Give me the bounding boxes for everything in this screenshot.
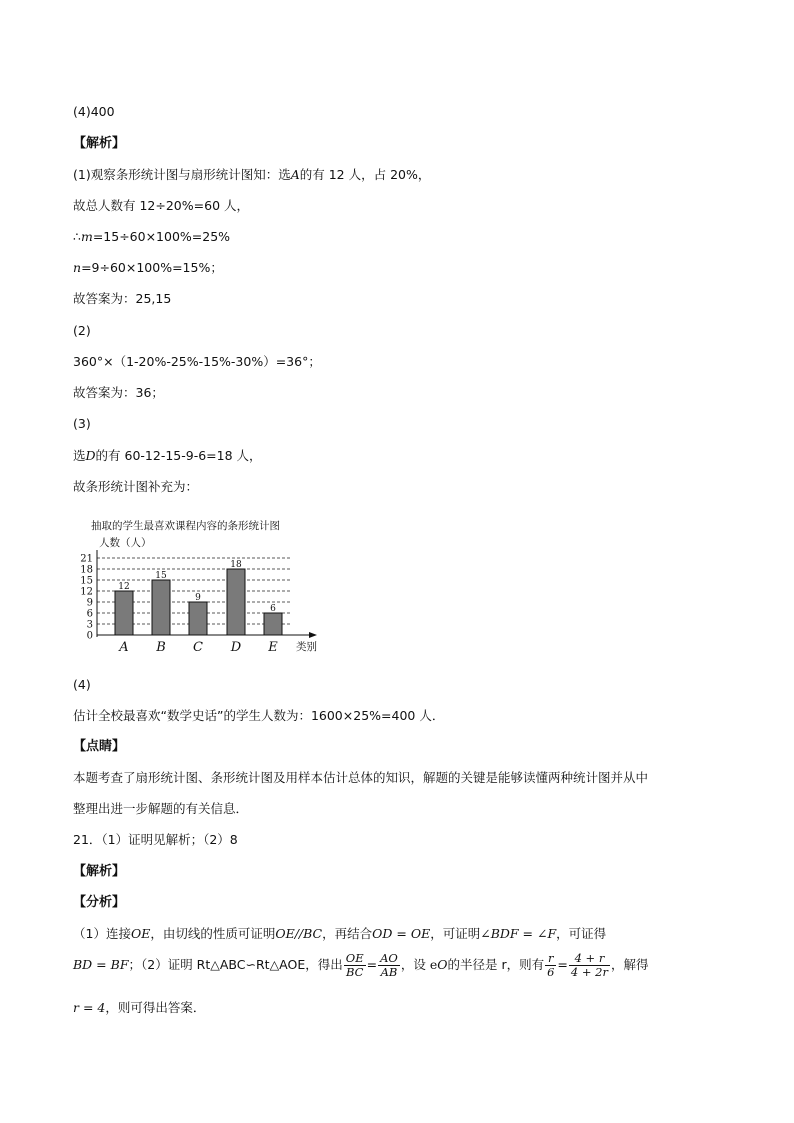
text-line: ∴m=15÷60×100%=25% (73, 229, 231, 244)
y-tick-label: 9 (86, 597, 93, 609)
text-line: 整理出进一步解题的有关信息． (73, 801, 249, 816)
text-line: r = 4，则可得出答案． (73, 1000, 206, 1015)
chart-title: 抽取的学生最喜欢课程内容的条形统计图 (91, 520, 280, 532)
y-tick-label: 21 (80, 553, 93, 565)
bar (152, 580, 170, 635)
text-line: n=9÷60×100%=15%； (73, 260, 223, 275)
text-line: 故答案为：36； (73, 385, 164, 400)
bar (189, 602, 207, 635)
y-tick-label: 18 (80, 564, 93, 576)
x-tick-label: D (230, 640, 242, 655)
bar (264, 613, 282, 635)
y-tick-label: 3 (86, 619, 93, 631)
text-line: 估计全校最喜欢“数学史话”的学生人数为：1600×25%=400 人． (73, 708, 445, 723)
text-line: (4) (73, 677, 91, 692)
text-line: 故总人数有 12÷20%=60 人， (73, 198, 249, 213)
section-heading-fenxi: 【分析】 (73, 895, 126, 910)
y-axis-label: 人数（人） (99, 537, 152, 549)
x-axis-label: 类别 (296, 641, 317, 653)
fraction: $\frac{4 + r}{4 + 2r}$ (570, 951, 608, 979)
y-tick-label: 0 (86, 630, 93, 642)
fraction: $\frac{OE}{BC}$ (345, 951, 364, 979)
section-heading-analysis: 【解析】 (73, 864, 126, 879)
bar-chart (73, 516, 333, 656)
fraction: $\frac{r}{6}$ (547, 951, 555, 979)
x-tick-label: C (193, 640, 203, 655)
section-heading-analysis: 【解析】 (73, 136, 126, 151)
y-tick-label: 15 (80, 575, 93, 587)
text-line: 360°×（1-20%-25%-15%-30%）=36°； (73, 354, 321, 369)
text-line: 选D的有 60-12-15-9-6=18 人， (73, 448, 262, 463)
data-label: 15 (155, 571, 167, 581)
y-tick-label: 12 (80, 586, 93, 598)
text-line: BD = BF；（2）证明 Rt△ABC∽Rt△AOE，得出 $\frac{OE}{BC}$ = $\frac{AO}{AB}$ ，设 eO的半径是 r，则有 $\frac{r}{6}$ = $\frac{4 + r}{4 + 2r}$ ，解得 (73, 951, 649, 979)
data-label: 6 (270, 604, 276, 614)
text-line: (3) (73, 416, 91, 431)
y-tick-label: 6 (86, 608, 93, 620)
bar (227, 569, 245, 635)
text-line: (2) (73, 323, 91, 338)
text-line: 本题考查了扇形统计图、条形统计图及用样本估计总体的知识，解题的关键是能够读懂两种统计图并从中 (73, 770, 649, 785)
section-heading-tip: 【点睛】 (73, 739, 126, 754)
text-line: （1）连接OE，由切线的性质可证明OE//BC，再结合OD = OE，可证明∠BDF = ∠F，可证得 (73, 926, 607, 941)
data-label: 12 (118, 582, 130, 592)
question-21-answer: 21．（1）证明见解析；（2）8 (73, 832, 238, 847)
x-tick-label: E (268, 640, 278, 655)
data-label: 9 (195, 593, 201, 603)
fraction: $\frac{AO}{AB}$ (380, 951, 398, 979)
x-tick-label: A (119, 640, 129, 655)
data-label: 18 (230, 560, 242, 570)
text-line: 故条形统计图补充为： (73, 479, 199, 494)
text-line: 故答案为：25,15 (73, 291, 172, 306)
bar (115, 591, 133, 635)
x-axis-arrow (309, 632, 317, 638)
text-line: (1)观察条形统计图与扇形统计图知：选A的有 12 人，占 20%， (73, 167, 431, 182)
x-tick-label: B (156, 640, 166, 655)
answer-4: (4)400 (73, 104, 115, 119)
